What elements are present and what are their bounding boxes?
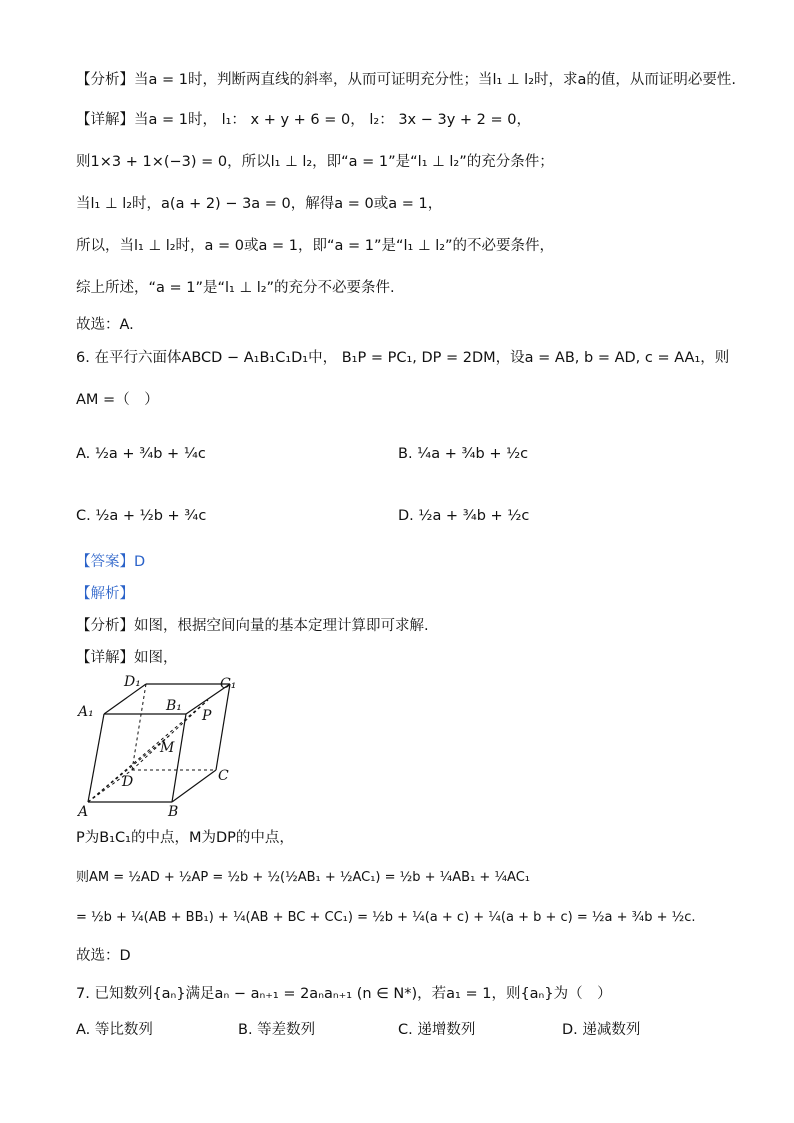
label-B1: B₁ <box>166 698 182 714</box>
parallelepiped-figure <box>76 672 256 822</box>
derivation-line-2: = ½b + ¼(AB + BB₁) + ¼(AB + BC + CC₁) = ½b + ¼(a + c) + ¼(a + b + c) = ½a + ¾b + ½c. <box>76 910 696 925</box>
derivation-line-1: 则AM = ½AD + ½AP = ½b + ½(½AB₁ + ½AC₁) = ½b + ¼AB₁ + ¼AC₁ <box>76 870 531 885</box>
label-C1: C₁ <box>220 676 237 692</box>
option-b: B. ¼a + ¾b + ½c <box>398 446 529 462</box>
question-7-stem: 7. 已知数列{aₙ}满足aₙ − aₙ₊₁ = 2aₙaₙ₊₁ (n ∈ N*)，若a₁ = 1，则{aₙ}为（ ） <box>76 986 612 1002</box>
label-P: P <box>202 708 212 724</box>
label-D: D <box>122 774 134 790</box>
q7-option-c: C. 递增数列 <box>398 1022 476 1038</box>
solution-line-5: 所以，当l₁ ⊥ l₂时，a = 0或a = 1，即“a = 1”是“l₁ ⊥ l₂”的不必要条件， <box>76 238 555 254</box>
option-d: D. ½a + ¾b + ½c <box>398 508 530 524</box>
question-6-stem: 6. 在平行六面体ABCD − A₁B₁C₁D₁中， B₁P = PC₁, DP = 2DM，设a = AB, b = AD, c = AA₁，则 <box>76 350 730 366</box>
analysis-title: 【解析】 <box>76 586 134 602</box>
solution-line-4: 当l₁ ⊥ l₂时，a(a + 2) − 3a = 0，解得a = 0或a = 1， <box>76 196 443 212</box>
midpoint-statement: P为B₁C₁的中点，M为DP的中点， <box>76 830 294 846</box>
option-c: C. ½a + ½b + ¾c <box>76 508 207 524</box>
label-A: A <box>78 804 89 818</box>
label-A1: A₁ <box>78 704 94 720</box>
label-D1: D₁ <box>124 674 141 690</box>
q7-option-b: B. 等差数列 <box>238 1022 316 1038</box>
choose-a: 故选：A. <box>76 317 134 333</box>
detail-text: 【详解】如图， <box>76 650 178 666</box>
solution-line-6: 综上所述，“a = 1”是“l₁ ⊥ l₂”的充分不必要条件. <box>76 280 395 296</box>
answer-label: 【答案】D <box>76 554 146 570</box>
solution-line-1: 【分析】当a = 1时，判断两直线的斜率，从而可证明充分性；当l₁ ⊥ l₂时，求a的值，从而证明必要性. <box>76 72 737 88</box>
solution-line-3: 则1×3 + 1×(−3) = 0，所以l₁ ⊥ l₂，即“a = 1”是“l₁ ⊥ l₂”的充分条件； <box>76 154 554 170</box>
label-C: C <box>218 768 229 784</box>
q7-option-d: D. 递减数列 <box>562 1022 641 1038</box>
option-a: A. ½a + ¾b + ¼c <box>76 446 206 462</box>
parallelepiped-svg <box>76 672 256 818</box>
choose-d: 故选：D <box>76 948 131 964</box>
label-M: M <box>160 740 175 756</box>
analysis-text: 【分析】如图，根据空间向量的基本定理计算即可求解. <box>76 618 429 634</box>
solution-line-2: 【详解】当a = 1时， l₁： x + y + 6 = 0， l₂： 3x − 3y + 2 = 0， <box>76 112 531 128</box>
question-6-stem-cont: AM =（ ） <box>76 392 159 408</box>
label-B: B <box>168 804 179 818</box>
q7-option-a: A. 等比数列 <box>76 1022 153 1038</box>
